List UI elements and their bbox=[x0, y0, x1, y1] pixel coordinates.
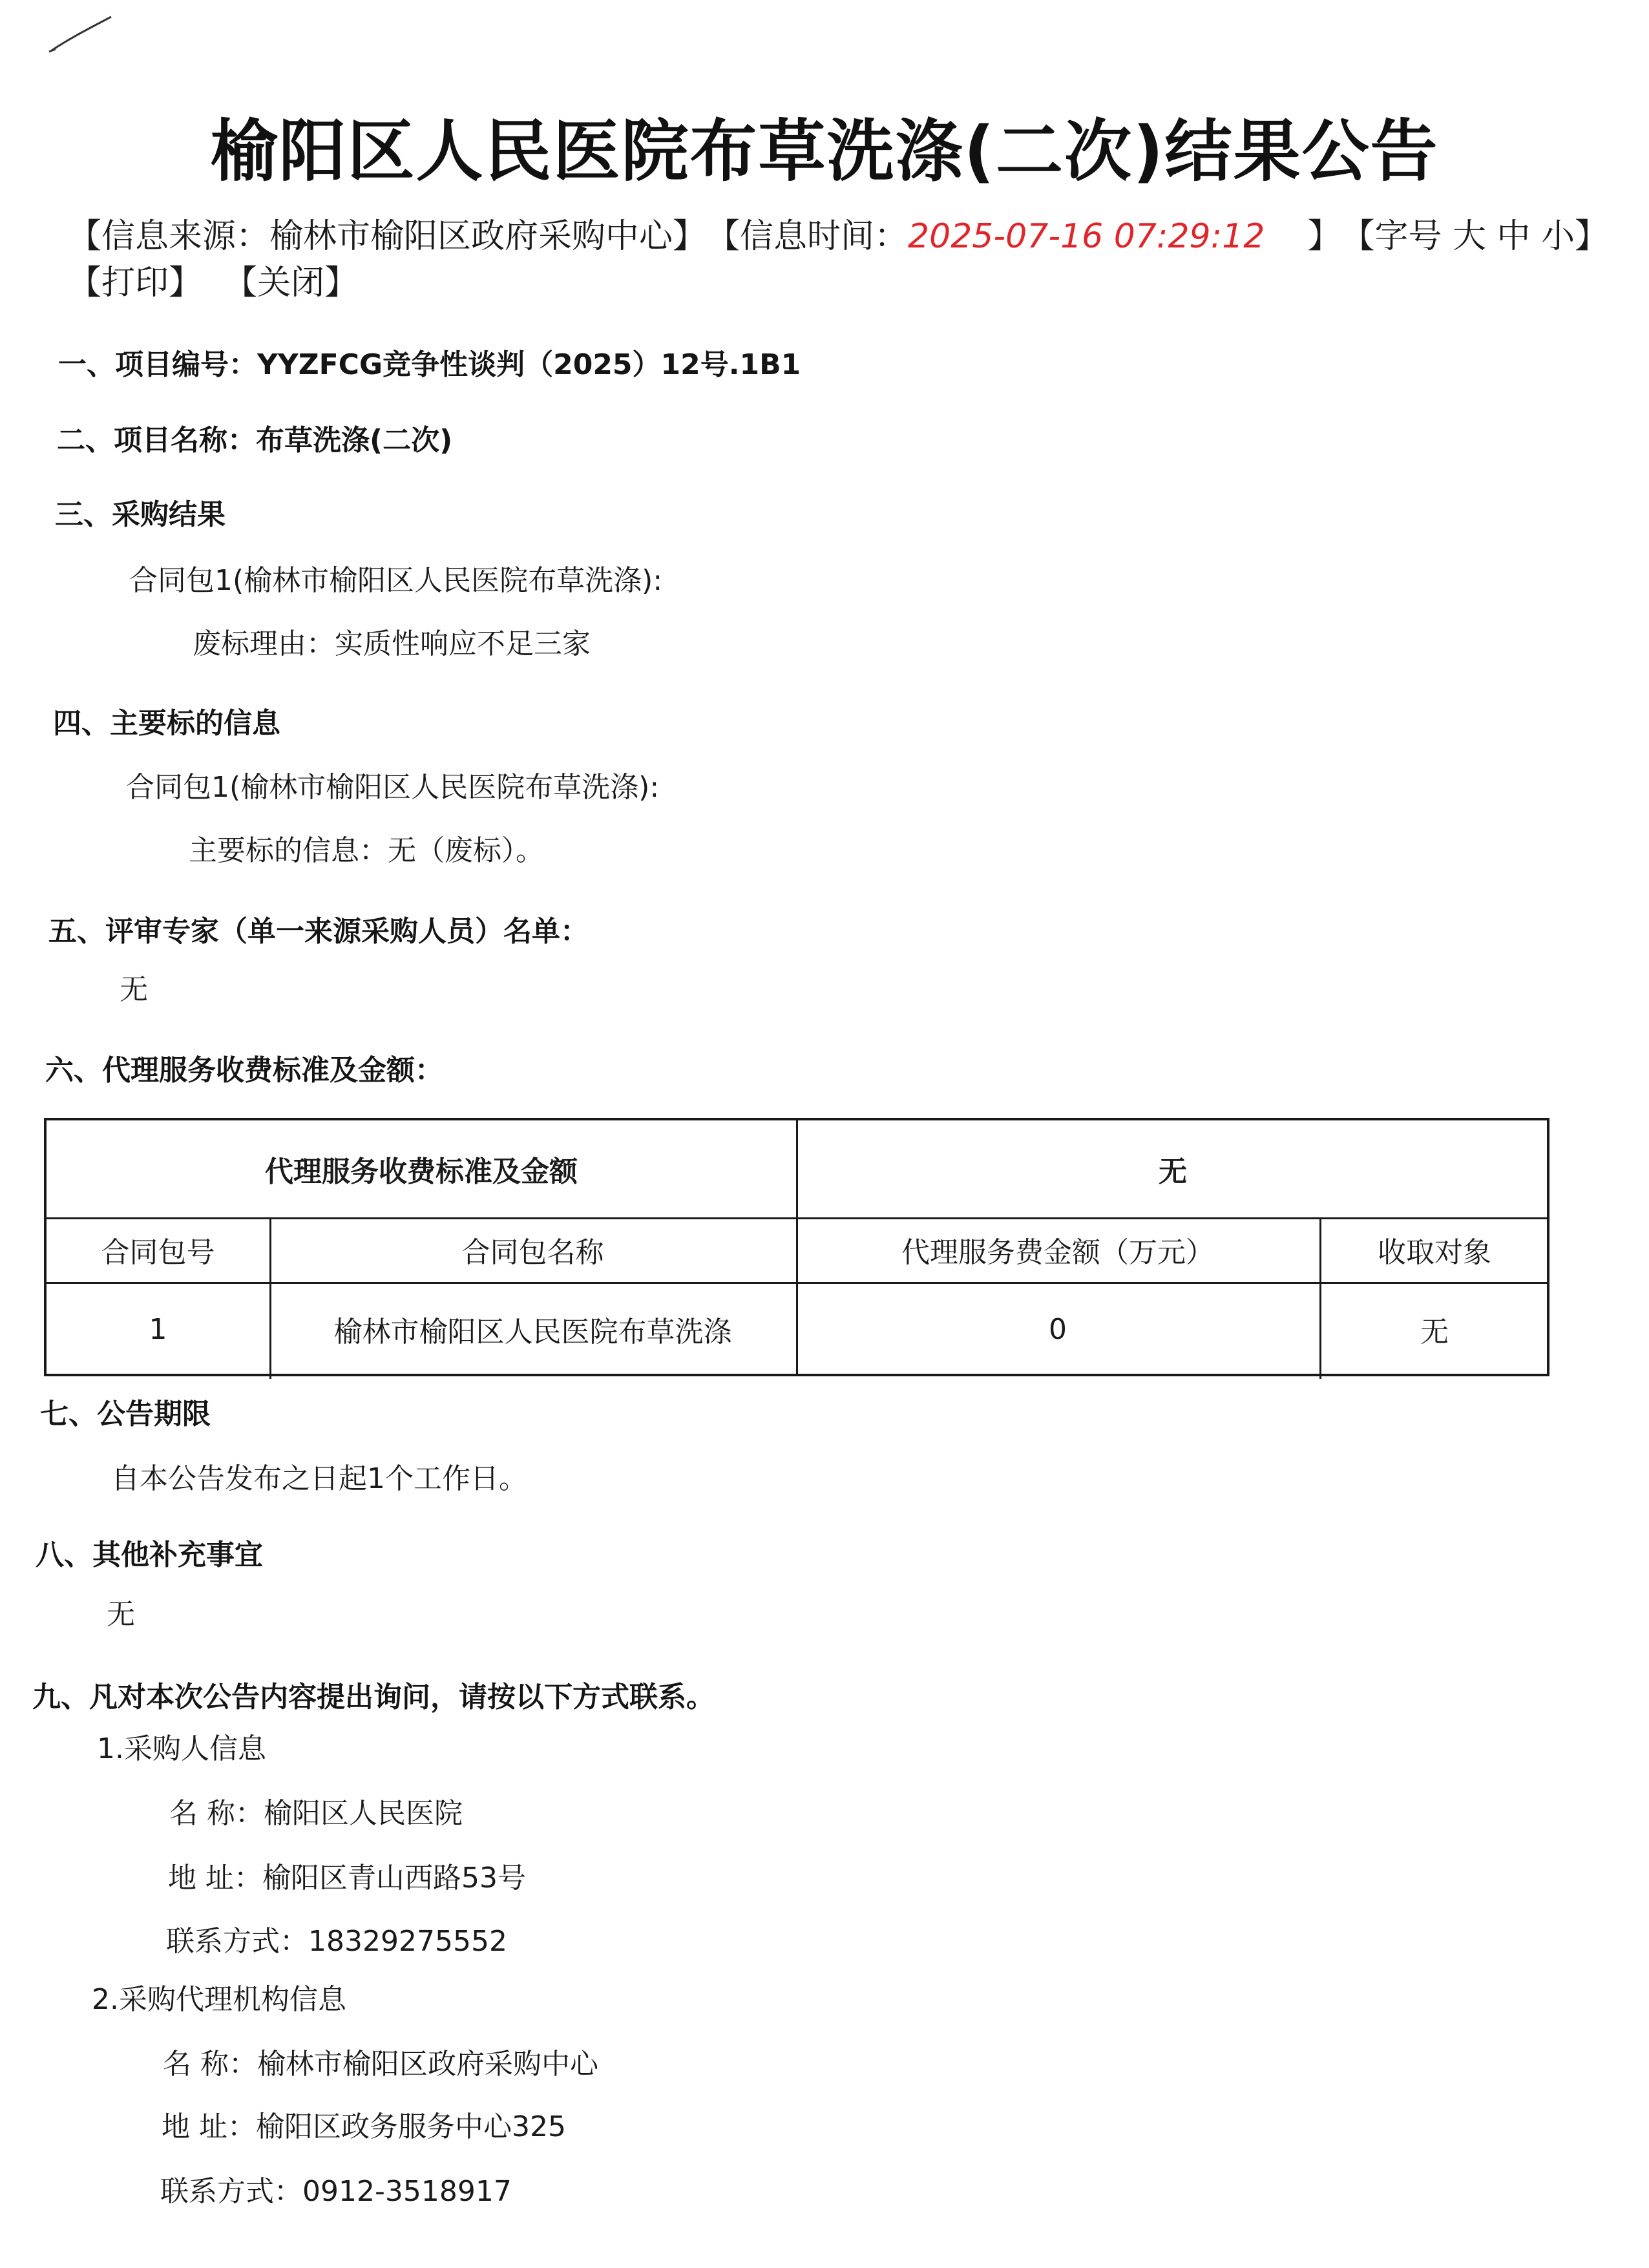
info-time bbox=[706, 213, 1341, 260]
other-matters-value: 无 bbox=[107, 1598, 135, 1631]
print-button[interactable]: 【打印】 bbox=[68, 264, 203, 302]
agency-name: 名 称：榆林市榆阳区政府采购中心 bbox=[163, 2048, 598, 2081]
info-source bbox=[68, 213, 706, 260]
fee-table-header-left: 代理服务收费标准及金额 bbox=[265, 1155, 578, 1188]
section-other-matters: 八、其他补充事宜 bbox=[36, 1538, 263, 1571]
fee-table-column-header: 合同包名称 bbox=[461, 1236, 604, 1269]
fee-table-cell: 无 bbox=[1420, 1316, 1449, 1349]
fee-table-column-header: 合同包号 bbox=[101, 1236, 215, 1269]
agency-address: 地 址：榆阳区政务服务中心325 bbox=[162, 2110, 566, 2143]
fee-table-cell: 1 bbox=[149, 1312, 167, 1346]
fee-table-cell: 榆林市榆阳区人民医院布草洗涤 bbox=[333, 1316, 732, 1349]
font-size-control[interactable]: 【字号 大 中 小】 bbox=[1341, 217, 1609, 256]
result-reason: 废标理由：实质性响应不足三家 bbox=[193, 627, 591, 660]
agency-fee-table bbox=[44, 1118, 1549, 1376]
pen-stroke-mark bbox=[45, 12, 116, 57]
expert-list-value: 无 bbox=[120, 973, 148, 1006]
fee-table-column-header: 代理服务费金额（万元） bbox=[901, 1236, 1214, 1269]
purchaser-contact: 联系方式：18329275552 bbox=[166, 1925, 507, 1958]
section-agency-fee: 六、代理服务收费标准及金额： bbox=[45, 1054, 443, 1087]
purchaser-name: 名 称：榆阳区人民医院 bbox=[169, 1797, 463, 1830]
result-package: 合同包1(榆林市榆阳区人民医院布草洗涤): bbox=[129, 564, 663, 597]
info-meta-bar bbox=[68, 213, 1609, 306]
info-time-value: 2025-07-16 07:29:12 bbox=[908, 217, 1265, 256]
subject-package: 合同包1(榆林市榆阳区人民医院布草洗涤): bbox=[126, 771, 660, 804]
subject-info: 主要标的信息：无（废标）。 bbox=[189, 834, 544, 867]
section-contact: 九、凡对本次公告内容提出询问，请按以下方式联系。 bbox=[32, 1681, 715, 1714]
section-project-name: 二、项目名称：布草洗涤(二次) bbox=[57, 424, 453, 457]
fee-table-header-right: 无 bbox=[1159, 1155, 1187, 1188]
info-time-close: 】 bbox=[1307, 217, 1341, 256]
section-notice-period: 七、公告期限 bbox=[40, 1398, 211, 1431]
fee-table-cell: 0 bbox=[1049, 1312, 1067, 1346]
section-project-number: 一、项目编号：YYZFCG竞争性谈判（2025）12号.1B1 bbox=[58, 348, 801, 381]
agency-contact: 联系方式：0912-3518917 bbox=[160, 2175, 512, 2208]
info-time-label: 【信息时间： bbox=[706, 217, 909, 256]
agency-info-title: 2.采购代理机构信息 bbox=[92, 1983, 346, 2016]
info-source-label: 【信息来源： bbox=[68, 217, 270, 256]
close-button[interactable]: 【关闭】 bbox=[224, 264, 359, 302]
info-source-value: 榆林市榆阳区政府采购中心】 bbox=[269, 217, 707, 256]
section-main-subject: 四、主要标的信息 bbox=[53, 707, 280, 740]
notice-period-value: 自本公告发布之日起1个工作日。 bbox=[111, 1462, 527, 1495]
fee-table-column-header: 收取对象 bbox=[1378, 1236, 1491, 1269]
purchaser-info-title: 1.采购人信息 bbox=[97, 1732, 266, 1765]
page-title: 榆阳区人民医院布草洗涤(二次)结果公告 bbox=[210, 112, 1439, 191]
purchaser-address: 地 址：榆阳区青山西路53号 bbox=[168, 1862, 526, 1895]
section-procurement-result: 三、采购结果 bbox=[55, 498, 226, 531]
section-expert-list: 五、评审专家（单一来源采购人员）名单： bbox=[48, 915, 589, 948]
